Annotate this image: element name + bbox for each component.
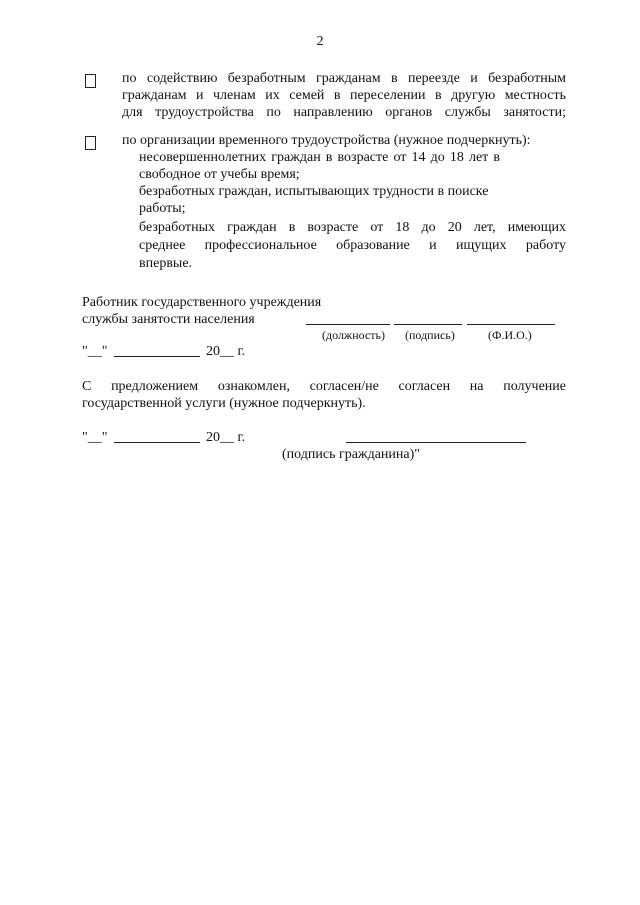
employee-date-quote: "__" (82, 344, 108, 359)
position-field-line[interactable] (306, 324, 390, 325)
option-temp-heading: по организации временного трудоустройства (нужное подчеркнуть): (122, 133, 531, 148)
option-relocation-line-1: по содействию безработным гражданам в переезде и безработным (122, 71, 566, 86)
page-number: 2 (316, 34, 324, 49)
employee-title-line-1: Работник государственного учреждения (82, 295, 322, 310)
option-temp-item-3a: безработных граждан в возрасте от 18 до 20 лет, имеющих (139, 220, 566, 235)
option-temp-item-2a: безработных граждан, испытывающих трудности в поиске (139, 184, 489, 199)
option-temp-item-3b: среднее профессиональное образование и ищущих работу (139, 238, 566, 253)
option-temp-item-1b: свободное от учебы время; (139, 167, 300, 182)
caption-signature: (подпись) (405, 328, 455, 342)
caption-position: (должность) (322, 328, 385, 342)
option-temp-item-2b: работы; (139, 201, 186, 216)
signature-field-line[interactable] (394, 324, 462, 325)
option-temp-item-3c: впервые. (139, 256, 193, 271)
employee-date-year: 20__ г. (206, 344, 246, 359)
caption-fio: (Ф.И.О.) (488, 328, 532, 342)
citizen-signature-line[interactable] (346, 442, 526, 443)
checkbox-temporary-employment[interactable] (85, 136, 96, 150)
consent-date-quote: "__" (82, 430, 108, 445)
consent-line-2: государственной услуги (нужное подчеркнуть). (82, 396, 366, 411)
fio-field-line[interactable] (467, 324, 555, 325)
consent-line-1: С предложением ознакомлен, согласен/не согласен на получение (82, 379, 566, 394)
employee-date-month-line[interactable] (114, 356, 200, 357)
option-relocation-line-3: для трудоустройства по направлению органов службы занятости; (122, 105, 566, 120)
caption-citizen-signature: (подпись гражданина)" (282, 447, 420, 462)
checkbox-relocation[interactable] (85, 74, 96, 88)
option-relocation-line-2: гражданам и членам их семей в переселении в другую местность (122, 88, 566, 103)
employee-title-line-2: службы занятости населения (82, 312, 255, 327)
option-temp-item-1a: несовершеннолетних граждан в возрасте от 14 до 18 лет в (139, 150, 500, 165)
consent-date-month-line[interactable] (114, 442, 200, 443)
consent-date-year: 20__ г. (206, 430, 246, 445)
